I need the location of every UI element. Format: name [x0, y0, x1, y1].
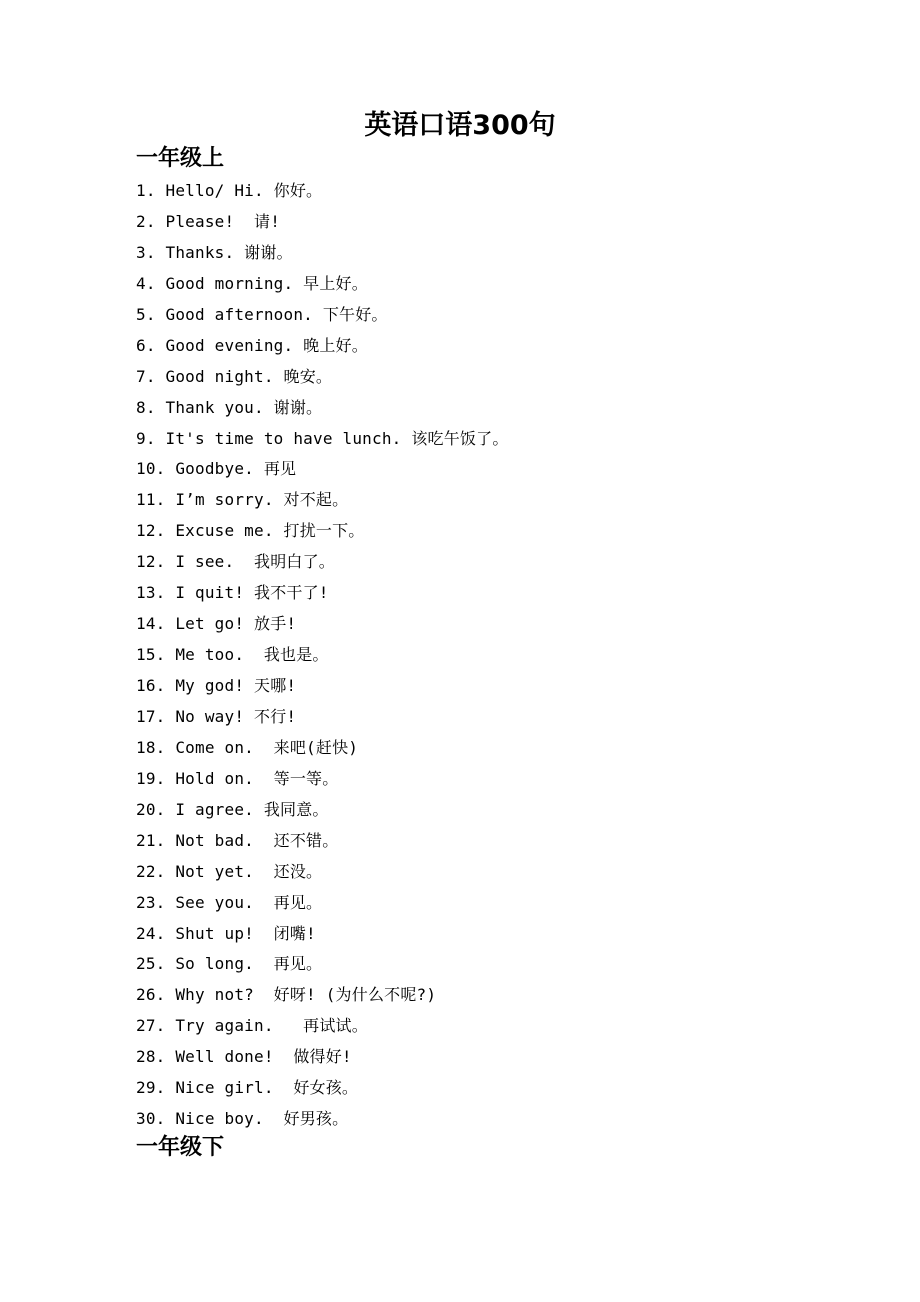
phrase-item: 19. Hold on. 等一等。 [136, 768, 339, 788]
phrase-item: 20. I agree. 我同意。 [136, 799, 329, 819]
phrase-item: 8. Thank you. 谢谢。 [136, 397, 323, 417]
phrase-item: 30. Nice boy. 好男孩。 [136, 1109, 349, 1129]
phrase-item: 14. Let go! 放手! [136, 614, 297, 634]
section-heading-grade1-first-term: 一年级上 [136, 146, 225, 171]
phrase-item: 4. Good morning. 早上好。 [136, 273, 368, 293]
document-title: 英语口语300句 [364, 110, 556, 141]
phrase-item: 29. Nice girl. 好女孩。 [136, 1078, 359, 1098]
phrase-item: 12. I see. 我明白了。 [136, 552, 335, 572]
phrase-item: 17. No way! 不行! [136, 706, 297, 726]
phrase-list [136, 176, 836, 1135]
phrase-item: 7. Good night. 晚安。 [136, 366, 333, 386]
phrase-item: 10. Goodbye. 再见 [136, 459, 297, 479]
phrase-item: 23. See you. 再见。 [136, 892, 323, 912]
phrase-item: 25. So long. 再见。 [136, 954, 323, 974]
phrase-item: 27. Try again. 再试试。 [136, 1016, 368, 1036]
phrase-item: 16. My god! 天哪! [136, 676, 297, 695]
phrase-item: 13. I quit! 我不干了! [136, 583, 329, 603]
phrase-item: 15. Me too. 我也是。 [136, 645, 329, 665]
phrase-item: 12. Excuse me. 打扰一下。 [136, 521, 365, 541]
phrase-item: 6. Good evening. 晚上好。 [136, 335, 368, 355]
phrase-item: 21. Not bad. 还不错。 [136, 830, 339, 850]
phrase-item: 3. Thanks. 谢谢。 [136, 242, 293, 262]
phrase-item: 11. I’m sorry. 对不起。 [136, 490, 349, 510]
phrase-item: 18. Come on. 来吧(赶快) [136, 737, 359, 757]
section-heading-grade1-second-term: 一年级下 [136, 1135, 225, 1160]
phrase-item: 28. Well done! 做得好! [136, 1047, 352, 1067]
phrase-item: 5. Good afternoon. 下午好。 [136, 304, 388, 324]
phrase-item: 9. It's time to have lunch. 该吃午饭了。 [136, 428, 509, 448]
phrase-item: 22. Not yet. 还没。 [136, 861, 323, 881]
phrase-item: 2. Please! 请! [136, 211, 281, 231]
phrase-item: 26. Why not? 好呀! (为什么不呢?) [136, 985, 437, 1005]
phrase-item: 24. Shut up! 闭嘴! [136, 923, 316, 943]
phrase-item: 1. Hello/ Hi. 你好。 [136, 181, 323, 200]
